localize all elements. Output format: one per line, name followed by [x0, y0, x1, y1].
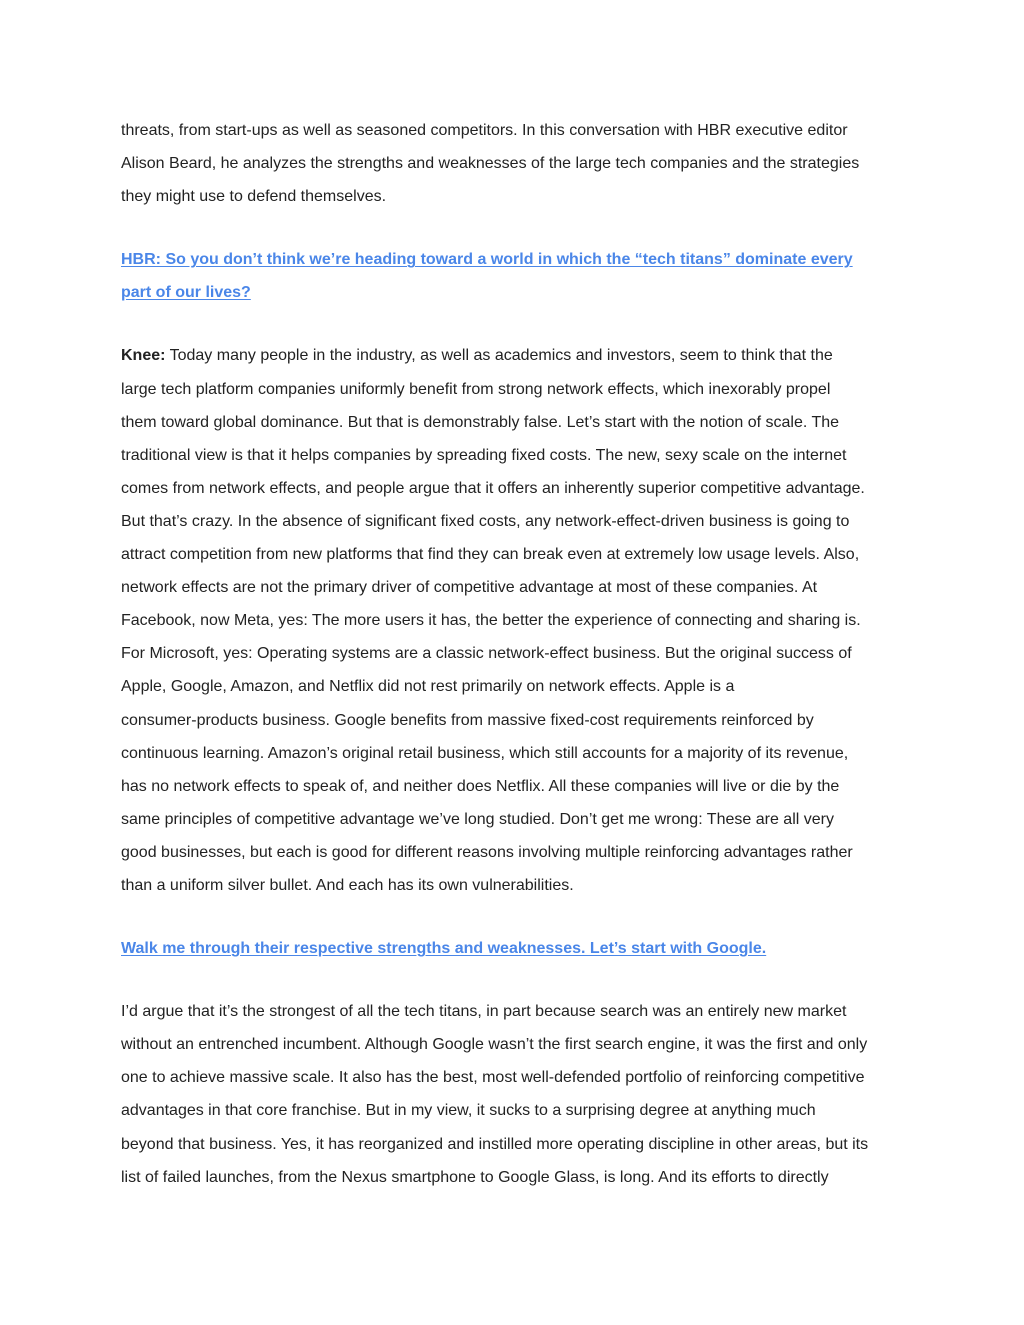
intro-line: threats, from start-ups as well as seasoned competitors. In this conversation with HBR executive editor — [121, 122, 848, 139]
answer-paragraph-2 — [121, 995, 907, 1194]
answer-line: I’d argue that it’s the strongest of all the tech titans, in part because search was an entirely new market — [121, 1003, 847, 1021]
answer-line: beyond that business. Yes, it has reorganized and instilled more operating discipline in other areas, but its — [121, 1135, 869, 1153]
answer-paragraph-1 — [121, 339, 907, 902]
question-line[interactable]: part of our lives? — [121, 284, 251, 302]
answer-line: Apple, Google, Amazon, and Netflix did not rest primarily on network effects. Apple is a — [121, 678, 735, 696]
answer-line: comes from network effects, and people argue that it offers an inherently superior competitive advantage. — [121, 479, 865, 497]
answer-line: For Microsoft, yes: Operating systems are a classic network-effect business. But the original success of — [121, 645, 852, 663]
intro-line: Alison Beard, he analyzes the strengths and weaknesses of the large tech companies and the strategies — [121, 155, 860, 173]
question-line[interactable]: Walk me through their respective strengths and weaknesses. Let’s start with Google. — [121, 940, 767, 958]
answer-line: than a uniform silver bullet. And each has its own vulnerabilities. — [121, 876, 574, 894]
interview-question-2[interactable] — [121, 932, 907, 965]
question-line[interactable]: HBR: So you don’t think we’re heading toward a world in which the “tech titans” dominate every — [121, 251, 853, 269]
answer-line: attract competition from new platforms that find they can break even at extremely low usage levels. Also, — [121, 546, 860, 564]
answer-line: list of failed launches, from the Nexus smartphone to Google Glass, is long. And its efforts to directly — [121, 1168, 829, 1186]
answer-line: same principles of competitive advantage we’ve long studied. Don’t get me wrong: These are all very — [121, 810, 834, 828]
answer-line: network effects are not the primary driver of competitive advantage at most of these companies. At — [121, 579, 818, 597]
answer-line: one to achieve massive scale. It also has the best, most well-defended portfolio of reinforcing competitive — [121, 1069, 865, 1087]
answer-line: traditional view is that it helps companies by spreading fixed costs. The new, sexy scale on the internet — [121, 446, 847, 464]
intro-line: they might use to defend themselves. — [121, 188, 387, 206]
answer-line: has no network effects to speak of, and neither does Netflix. All these companies will live or die by the — [121, 777, 840, 795]
answer-line: good businesses, but each is good for different reasons involving multiple reinforcing advantages rather — [121, 843, 853, 861]
answer-line: consumer-products business. Google benefits from massive fixed-cost requirements reinforced by — [121, 711, 814, 729]
answer-line: Facebook, now Meta, yes: The more users it has, the better the experience of connecting and sharing is. — [121, 612, 861, 630]
speaker-label: Knee: — [121, 347, 166, 365]
answer-line: them toward global dominance. But that is demonstrably false. Let’s start with the notion of scale. The — [121, 413, 840, 431]
answer-line: without an entrenched incumbent. Although Google wasn’t the first search engine, it was the first and only — [121, 1036, 868, 1054]
answer-line: large tech platform companies uniformly benefit from strong network effects, which inexorably propel — [121, 380, 831, 398]
answer-line-text: Today many people in the industry, as well as academics and investors, seem to think that the — [165, 347, 833, 365]
answer-line: continuous learning. Amazon’s original retail business, which still accounts for a majority of its revenue, — [121, 744, 849, 762]
interview-question-1[interactable] — [121, 243, 907, 309]
intro-paragraph — [121, 114, 907, 213]
answer-first-line — [121, 339, 907, 372]
answer-line: But that’s crazy. In the absence of significant fixed costs, any network-effect-driven business is going to — [121, 512, 850, 530]
answer-line: advantages in that core franchise. But in my view, it sucks to a surprising degree at anything much — [121, 1102, 816, 1120]
document-page — [121, 114, 907, 1224]
